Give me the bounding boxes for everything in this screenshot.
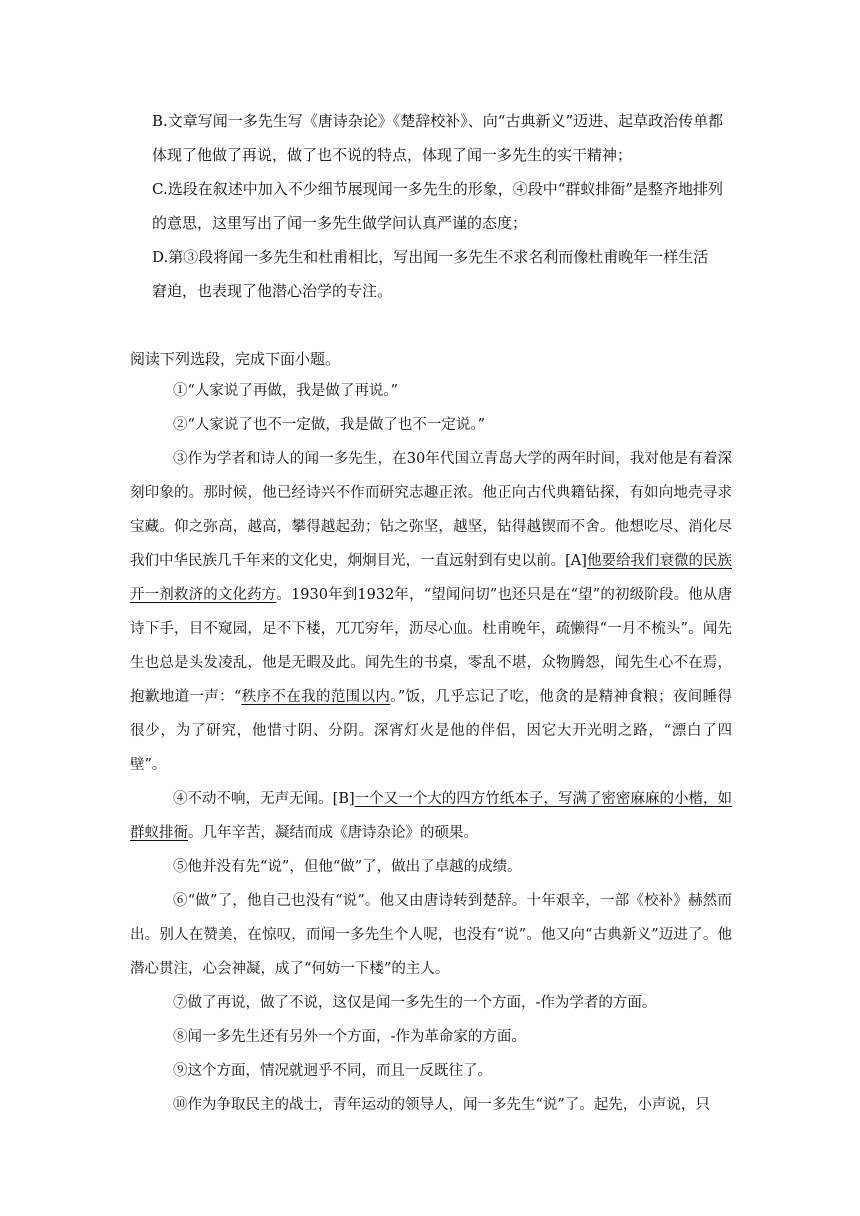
reading-passage bbox=[0, 374, 860, 1122]
option-b-line-1: 文章写闻一多先生写《唐诗杂论》《楚辞校补》、向“古典新义”迈进、起草政治传单都 bbox=[167, 112, 724, 130]
paragraph-3-text-a: ③作为学者和诗人的闻一多先生，在30年代国立青岛大学的两年时间，我对他是有着深刻印象的。那时候，他已经诗兴不作而研究志趣正浓。他正向古代典籍钻探，有如向地壳寻求宝藏。仰之弥高，越高，攀得越起劲；钻之弥坚，越坚，钻得越锲而不舍。他想吃尽、消化尽我们中华民族几千年来的文化史，炯炯目光，一直远射到有史以前。[A] bbox=[130, 451, 732, 569]
option-d-line-2: 窘迫，也表现了他潜心治学的专注。 bbox=[152, 282, 393, 300]
paragraph-5: ⑤他并没有先“说”，但他“做”了，做出了卓越的成绩。 bbox=[173, 859, 522, 875]
option-d-line-1: 第③段将闻一多先生和杜甫相比，写出闻一多先生不求名利而像杜甫晚年一样生活 bbox=[168, 248, 709, 266]
option-c-letter: C. bbox=[152, 180, 168, 198]
paragraph-1: ①“人家说了再做，我是做了再说。” bbox=[173, 383, 399, 399]
underlined-sentence-b: 一个又一个大的四方竹纸本子，写满了密密麻麻的小楷，如群蚁排衙 bbox=[130, 791, 733, 841]
answer-options bbox=[0, 104, 860, 308]
paragraph-2: ②“人家说了也不一定做，我是做了也不一定说。” bbox=[173, 417, 486, 433]
option-c-line-1: 选段在叙述中加入不少细节展现闻一多先生的形象，④段中“群蚁排衙”是整齐地排列 bbox=[167, 180, 724, 198]
option-b bbox=[0, 104, 860, 138]
paragraph-10: ⑩作为争取民主的战士，青年运动的领导人，闻一多先生“说”了。起先，小声说，只 bbox=[173, 1097, 710, 1113]
paragraph-4 bbox=[0, 782, 732, 850]
paragraph-4-text-b: 。几年辛苦，凝结而成《唐诗杂论》的硕果。 bbox=[188, 825, 478, 841]
paragraph-4-text-a: ④不动不响，无声无闻。[B] bbox=[173, 791, 355, 807]
underlined-quote: 秩序不在我的范围以内 bbox=[241, 689, 391, 705]
paragraph-3 bbox=[0, 442, 732, 782]
option-c bbox=[0, 172, 860, 206]
paragraph-3-text-c: 。”饭，几乎忘记了吃，他贪的是精神食粮；夜间睡得很少，为了研究，他惜寸阴、分阴。深宵灯火是他的伴侣，因它大开光明之路，“漂白了四壁”。 bbox=[130, 689, 732, 773]
reading-instruction: 阅读下列选段，完成下面小题。 bbox=[130, 350, 341, 368]
paragraph-6: ⑥“做”了，他自己也没有“说”。他又由唐诗转到楚辞。十年艰辛，一部《校补》赫然而出。别人在赞美，在惊叹，而闻一多先生个人呢，也没有“说”。他又向“古典新义”迈进了。他潜心贯注，心会神凝，成了“何妨一下楼”的主人。 bbox=[130, 893, 732, 977]
option-b-line-2: 体现了他做了再说，做了也不说的特点，体现了闻一多先生的实干精神； bbox=[152, 146, 633, 164]
paragraph-9: ⑨这个方面，情况就迥乎不同，而且一反既往了。 bbox=[173, 1063, 492, 1079]
option-d-letter: D. bbox=[152, 248, 169, 266]
option-c-line-2: 的意思，这里写出了闻一多先生做学问认真严谨的态度； bbox=[152, 214, 528, 232]
paragraph-7: ⑦做了再说，做了不说，这仅是闻一多先生的一个方面，-作为学者的方面。 bbox=[173, 995, 657, 1011]
paragraph-8: ⑧闻一多先生还有另外一个方面，-作为革命家的方面。 bbox=[173, 1029, 526, 1045]
underlined-sentence-a: 他要给我们衰微的民族开一剂救济的文化药方 bbox=[130, 553, 732, 603]
option-b-letter: B. bbox=[152, 112, 168, 130]
option-d bbox=[0, 240, 860, 274]
paragraph-3-text-b: 。1930年到1932年，“望闻问切”也还只是在“望”的初级阶段。他从唐诗下手，目不窥园，足不下楼，兀兀穷年，沥尽心血。杜甫晚年，疏懒得“一月不梳头”。闻先生也总是头发凌乱，他是无暇及此。闻先生的书桌，零乱不堪，众物腾怨，闻先生心不在焉，抱歉地道一声：“ bbox=[130, 587, 732, 705]
